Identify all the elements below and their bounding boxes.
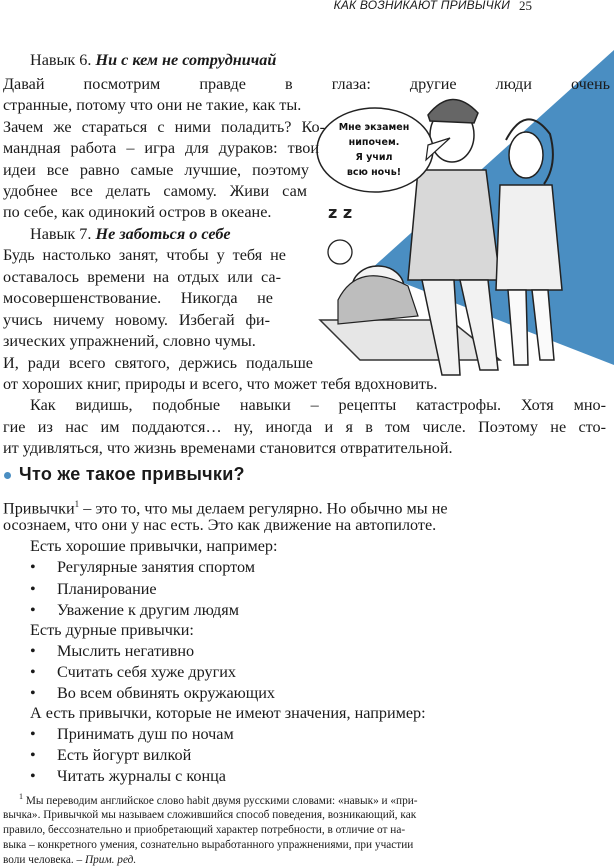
footnote-line-1 bbox=[3, 790, 490, 808]
habit-7-line-6: И, ради всего святого, держись подальше bbox=[3, 354, 313, 372]
habit-6-line-6: удобнее все делать самому. Живи сам bbox=[3, 182, 307, 200]
footnote-reference: 1 bbox=[74, 499, 80, 509]
speech-bubble-line-3: Я учил bbox=[355, 152, 393, 163]
bullet-icon: • bbox=[30, 580, 36, 598]
footnote-line-5 bbox=[3, 853, 490, 867]
habit-7-line-2: оставалось времени на отдых или са- bbox=[3, 268, 281, 286]
habit-7-label: Навык 7. bbox=[30, 225, 96, 243]
running-header bbox=[0, 0, 614, 16]
page-number: 25 bbox=[519, 0, 532, 13]
list-item-text: Принимать душ по ночам bbox=[57, 725, 234, 743]
habit-6-title: Ни с кем не сотрудничай bbox=[95, 51, 277, 69]
list-item-text: Читать журналы с конца bbox=[57, 767, 226, 785]
habit-6-heading bbox=[30, 50, 276, 70]
good-habits-lead: Есть хорошие привычки, например: bbox=[30, 537, 278, 555]
habit-7-line-3: мосовершенствование. Никогда не bbox=[3, 289, 273, 307]
habit-7-line-5: зических упражнений, словно чумы. bbox=[3, 332, 256, 350]
habit-6-label: Навык 6. bbox=[30, 51, 96, 69]
running-title: КАК ВОЗНИКАЮТ ПРИВЫЧКИ bbox=[333, 0, 510, 12]
bullet-icon: • bbox=[30, 767, 36, 785]
list-item-text: Считать себя хуже других bbox=[57, 663, 236, 681]
list-item-text: Регулярные занятия спортом bbox=[57, 558, 256, 576]
bullet-icon: • bbox=[30, 558, 36, 576]
speech-bubble-line-4: всю ночь! bbox=[346, 167, 402, 178]
summary-line-1: Как видишь, подобные навыки – рецепты катастрофы. Хотя мно- bbox=[30, 396, 606, 414]
bullet-icon: • bbox=[30, 642, 36, 660]
summary-line-2: гие из нас им поддаются… ну, иногда и я в том числе. Поэтому не сто- bbox=[3, 418, 606, 436]
footnote-line-2: вычка». Привычкой мы называем сложившийся способ поведения, возникающий, как bbox=[3, 809, 417, 822]
footnote-text-1: Мы переводим английское слово habit двумя русскими словами: «навык» и «при- bbox=[25, 794, 418, 807]
svg-text:z z: z z bbox=[328, 203, 353, 222]
section-title: Что же такое привычки? bbox=[19, 464, 245, 484]
bullet-icon: • bbox=[30, 663, 36, 681]
bullet-icon: • bbox=[30, 601, 36, 619]
speech-bubble-line-1: Мне экзамен bbox=[338, 122, 410, 133]
speech-bubble-line-2: нипочем. bbox=[348, 137, 400, 148]
habit-6-line-7: по себе, как одинокий остров в океане. bbox=[3, 203, 272, 221]
bad-habits-lead: Есть дурные привычки: bbox=[30, 621, 194, 639]
habit-6-line-2: странные, потому что они не такие, как ты. bbox=[3, 96, 302, 114]
habit-6-line-1: Давай посмотрим правде в глаза: другие люди очень bbox=[3, 75, 610, 93]
editor-note: Прим. ред. bbox=[84, 853, 137, 866]
neutral-habits-lead: А есть привычки, которые не имеют значения, например: bbox=[30, 704, 426, 722]
section-intro-line-2: осознаем, что они у нас есть. Это как движение на автопилоте. bbox=[3, 516, 437, 534]
habits-word: Привычки bbox=[3, 499, 75, 518]
summary-line-3: ит удивляться, что жизнь временами становится отвратительной. bbox=[3, 439, 453, 457]
footnote-marker: 1 bbox=[19, 792, 23, 801]
habit-6-line-5: идеи все равно самые лучшие, поэтому bbox=[3, 161, 309, 179]
habit-6-line-4: мандная работа – игра для дураков: твои bbox=[3, 139, 319, 157]
section-heading bbox=[4, 464, 245, 485]
list-item-text: Есть йогурт вилкой bbox=[57, 746, 192, 764]
footnote-line-4: выка – конкретного умения, сознательно выработанного упражнениями, при участии bbox=[3, 838, 414, 851]
habit-7-line-7: от хороших книг, природы и всего, что может тебя вдохновить. bbox=[3, 375, 438, 393]
habit-6-line-3: Зачем же стараться с ними поладить? Ко- bbox=[3, 118, 325, 136]
list-item-text: Планирование bbox=[57, 580, 157, 598]
bullet-icon: • bbox=[30, 684, 36, 702]
habit-7-line-4: учись ничему новому. Избегай фи- bbox=[3, 311, 270, 329]
footnote-line-3: правило, бессознательно и приобретающий характер потребности, в отличие от на- bbox=[3, 824, 406, 837]
habit-7-line-1: Будь настолько занят, чтобы у тебя не bbox=[3, 246, 286, 264]
bullet-icon: • bbox=[30, 746, 36, 764]
list-item-text: Во всем обвинять окружающих bbox=[57, 684, 275, 702]
footnote-text-5: воли человека. – bbox=[3, 853, 83, 866]
list-item-text: Мыслить негативно bbox=[57, 642, 195, 660]
footnote bbox=[3, 790, 490, 867]
habit-7-title: Не заботься о себе bbox=[95, 225, 231, 243]
section-bullet-icon bbox=[4, 472, 11, 479]
list-item-text: Уважение к другим людям bbox=[57, 601, 239, 619]
bullet-icon: • bbox=[30, 725, 36, 743]
habit-7-heading bbox=[30, 224, 231, 244]
intro-continuation: – это то, что мы делаем регулярно. Но обычно мы не bbox=[83, 499, 448, 518]
